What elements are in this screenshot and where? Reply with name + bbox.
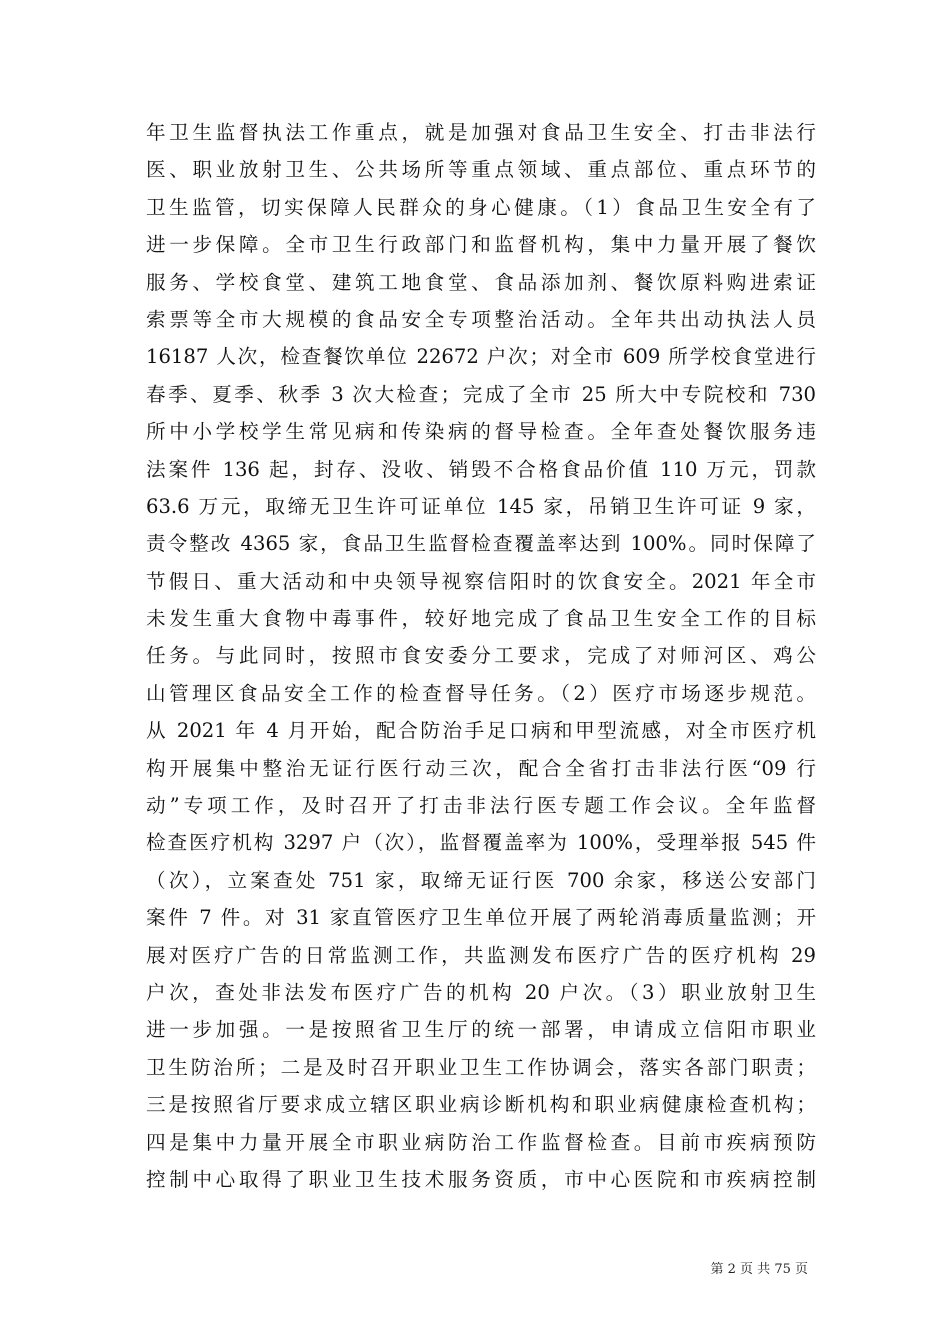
text-line: 进一步加强。一是按照省卫生厅的统一部署，申请成立信阳市职业 (146, 1018, 816, 1042)
text-line: 医、职业放射卫生、公共场所等重点领域、重点部位、重点环节的 (146, 158, 816, 182)
text-line: 检查医疗机构 3297 户（次），监督覆盖率为 100%，受理举报 545 件 (146, 831, 816, 855)
text-line: 四是集中力量开展全市职业病防治工作监督检查。目前市疾病预防 (146, 1130, 816, 1154)
page-number: 第 2 页 共 75 页 (710, 1262, 808, 1277)
text-line: 动”专项工作，及时召开了打击非法行医专题工作会议。全年监督 (146, 794, 816, 818)
text-line: （次），立案查处 751 家，取缔无证行医 700 余家，移送公安部门 (146, 868, 816, 892)
text-line: 进一步保障。全市卫生行政部门和监督机构，集中力量开展了餐饮 (146, 233, 816, 257)
text-line: 年卫生监督执法工作重点，就是加强对食品卫生安全、打击非法行 (146, 121, 816, 144)
text-line: 从 2021 年 4 月开始，配合防治手足口病和甲型流感，对全市医疗机 (146, 719, 816, 743)
text-line: 责令整改 4365 家，食品卫生监督检查覆盖率达到 100%。同时保障了 (146, 532, 816, 556)
body-text (146, 114, 816, 1198)
text-line: 山管理区食品安全工作的检查督导任务。（2）医疗市场逐步规范。 (146, 681, 816, 705)
text-line: 16187 人次，检查餐饮单位 22672 户次；对全市 609 所学校食堂进行 (146, 345, 816, 369)
text-line: 卫生防治所；二是及时召开职业卫生工作协调会，落实各部门职责； (146, 1055, 816, 1079)
text-line: 案件 7 件。对 31 家直管医疗卫生单位开展了两轮消毒质量监测；开 (146, 906, 816, 930)
text-line: 索票等全市大规模的食品安全专项整治活动。全年共出动执法人员 (146, 307, 816, 331)
text-line: 户次，查处非法发布医疗广告的机构 20 户次。（3）职业放射卫生 (146, 980, 816, 1004)
text-line: 展对医疗广告的日常监测工作，共监测发布医疗广告的医疗机构 29 (146, 943, 816, 967)
text-line: 法案件 136 起，封存、没收、销毁不合格食品价值 110 万元，罚款 (146, 457, 816, 481)
text-line: 节假日、重大活动和中央领导视察信阳时的饮食安全。2021 年全市 (146, 569, 816, 593)
text-line: 三是按照省厅要求成立辖区职业病诊断机构和职业病健康检查机构； (146, 1093, 816, 1117)
text-line: 所中小学校学生常见病和传染病的督导检查。全年查处餐饮服务违 (146, 420, 816, 444)
text-line: 控制中心取得了职业卫生技术服务资质，市中心医院和市疾病控制 (146, 1167, 816, 1191)
text-line: 任务。与此同时，按照市食安委分工要求，完成了对师河区、鸡公 (146, 644, 816, 668)
text-line: 未发生重大食物中毒事件，较好地完成了食品卫生安全工作的目标 (146, 607, 816, 631)
text-line: 春季、夏季、秋季 3 次大检查；完成了全市 25 所大中专院校和 730 (146, 382, 816, 406)
text-line: 构开展集中整治无证行医行动三次，配合全省打击非法行医“09 行 (146, 756, 816, 780)
text-line: 服务、学校食堂、建筑工地食堂、食品添加剂、餐饮原料购进索证 (146, 270, 816, 294)
text-line: 卫生监管，切实保障人民群众的身心健康。（1）食品卫生安全有了 (146, 195, 816, 219)
text-line: 63.6 万元，取缔无卫生许可证单位 145 家，吊销卫生许可证 9 家， (146, 494, 816, 518)
